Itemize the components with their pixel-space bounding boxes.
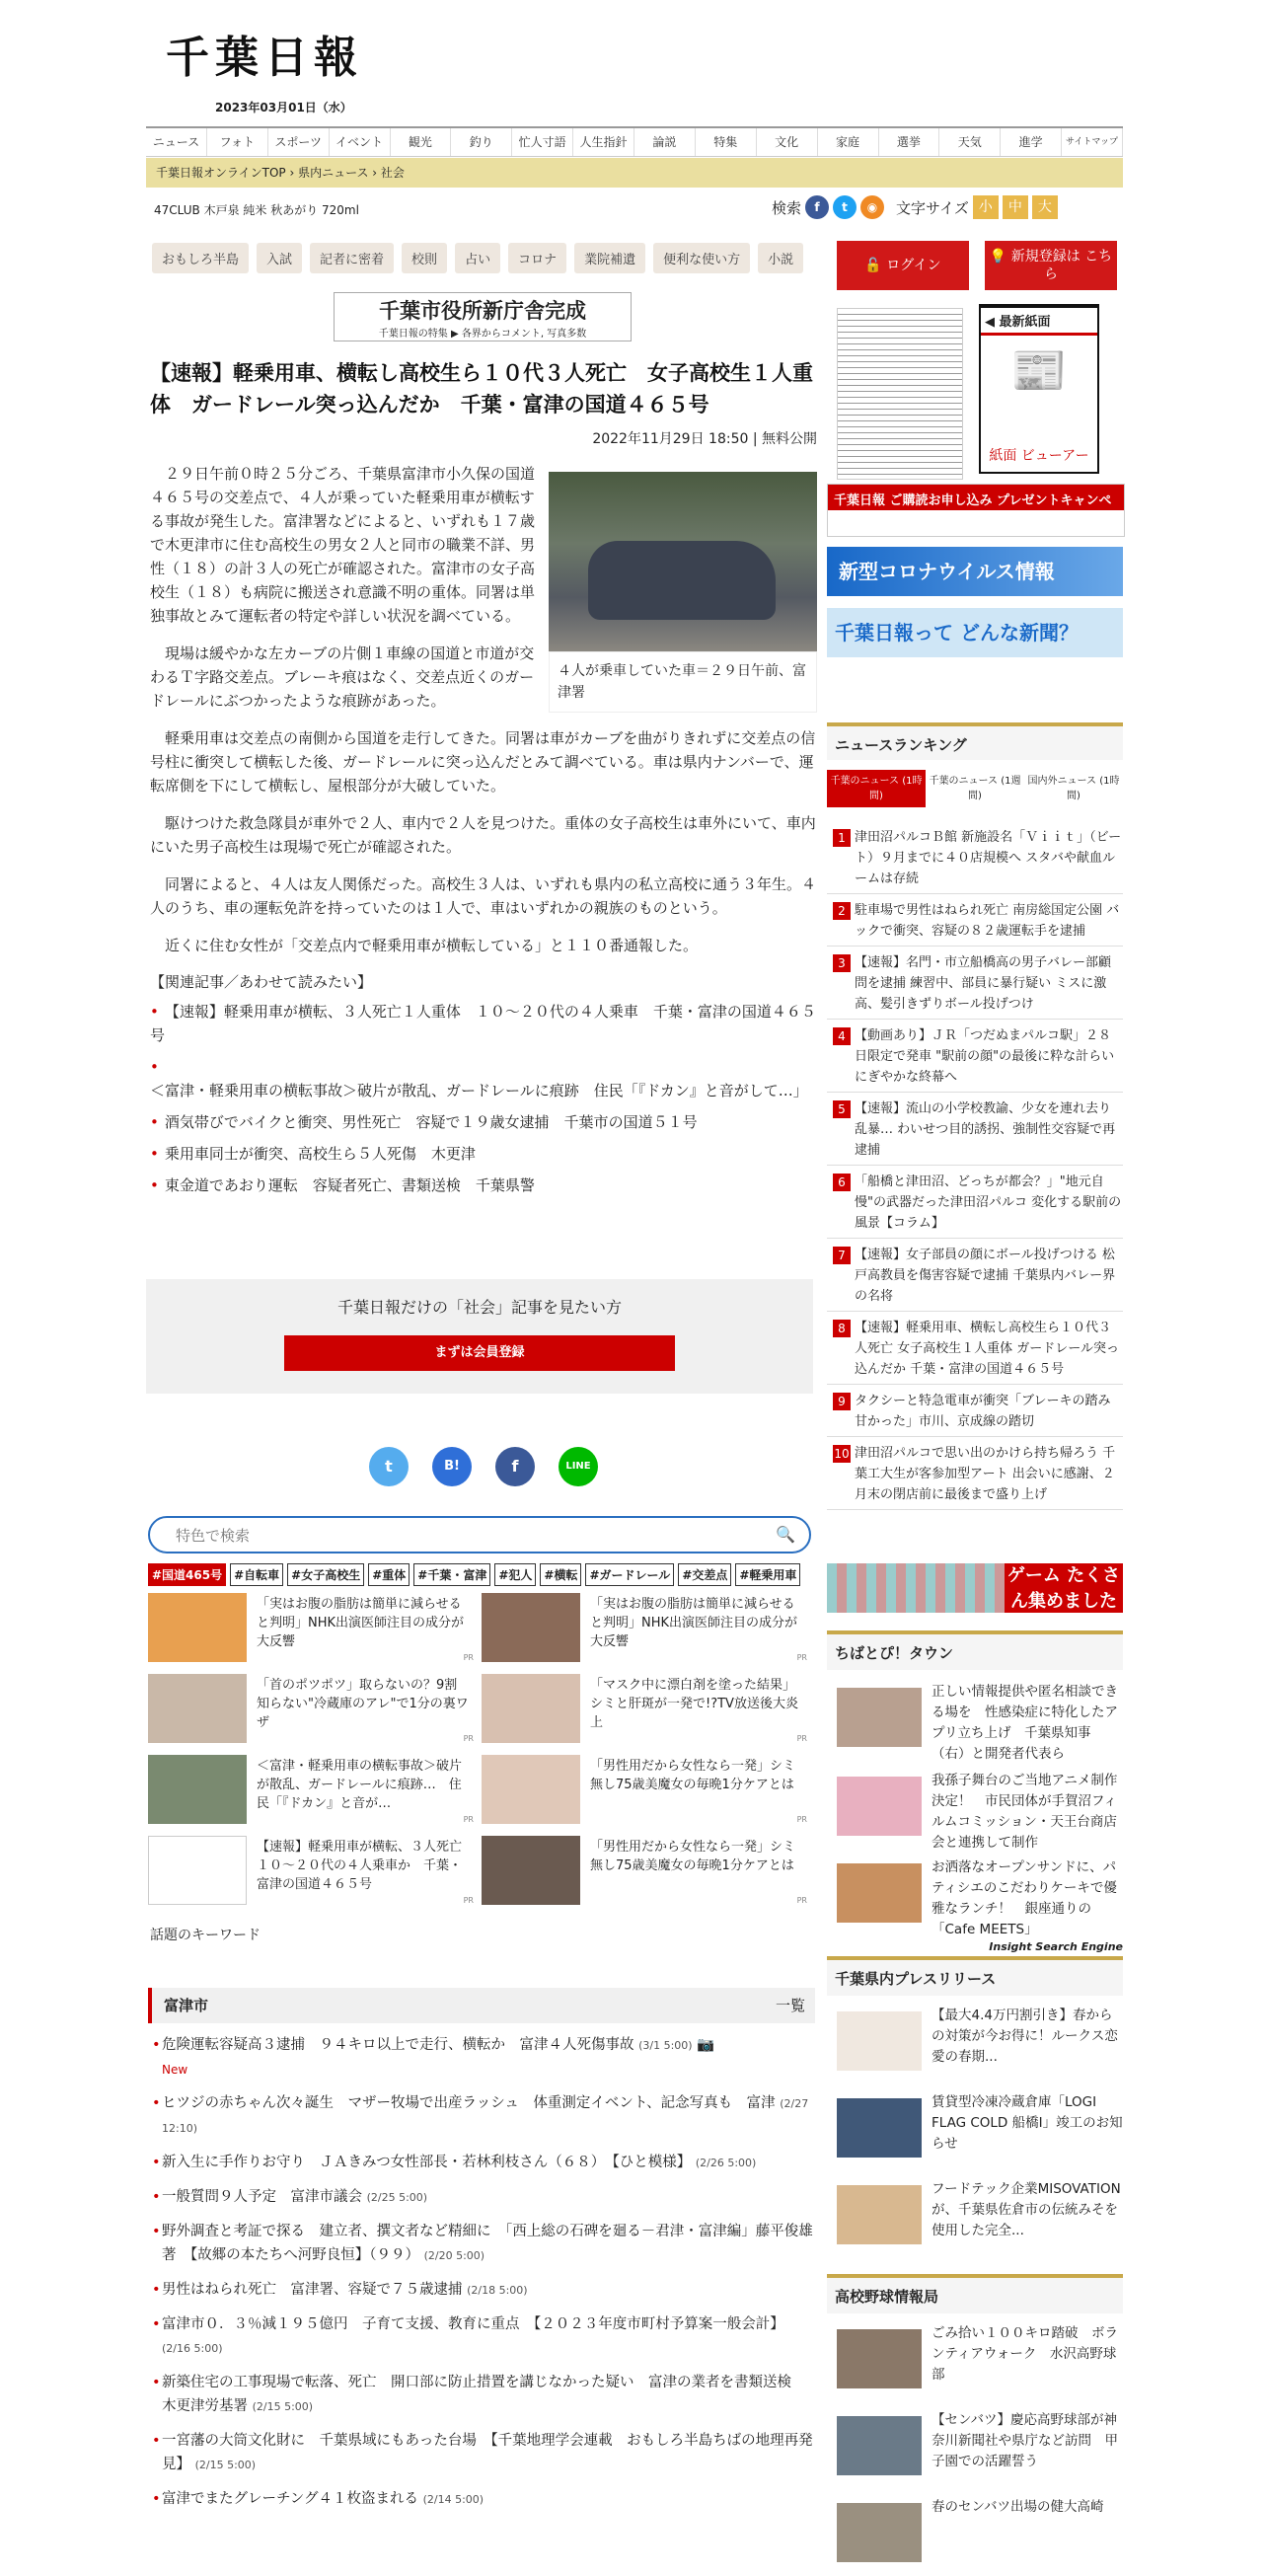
facebook-share-icon[interactable]: f [495,1447,535,1486]
area-item-title: 一宮藩の大筒文化財に 千葉県域にもあった台場 【千葉地理学会連載 おもしろ半島ちばの地理再発見】 [162,2433,813,2472]
ranking-tab[interactable]: 国内外ニュース (1時間) [1027,776,1120,801]
hashtag[interactable]: #横転 [540,1563,581,1586]
baseball-text: ごみ拾い１００キロ踏破 ボランティアウォーク 水沢高野球部 [932,2325,1118,2383]
hashtag[interactable]: #国道465号 [148,1563,226,1586]
ad-thumb [148,1836,247,1905]
rank-title: 津田沼パルコで思い出のかけら持ち帰ろう 千葉工大生が客参加型アート 出会いに感謝、２月末の閉店前に最後まで盛り上げ [855,1446,1116,1502]
area-item[interactable] [152,2278,815,2303]
paragraph: ２９日午前０時２５分ごろ、千葉県富津市小久保の国道４６５号の交差点で、４人が乗っていた軽乗用車が横転する事故が発生した。富津署などによると、いずれも１７歳で木更津市に住む高校生の男女２人と同市の職業不詳、男性（１８）の計３人の死亡が確認された。富津市の女子高校生（１８）も病院に搬送され意識不明の重体。同署は単独事故とみて運転者の特定や詳しい状況を調べている。 [150,465,536,625]
rank-title: 津田沼パルコＢ館 新施設名「Ｖｉｉｔ」（ビート）９月までに４０店規模へ スタバや献血ルームは存続 [855,830,1122,886]
insight-logo: Insight Search Engine [989,1940,1123,1953]
covid-banner[interactable]: 新型コロナウイルス情報 [827,547,1123,596]
area-item[interactable] [152,2220,815,2268]
area-news [148,1988,815,2522]
nav-item[interactable]: フォト [207,128,268,156]
facebook-icon[interactable]: f [805,195,829,219]
ad-text: 「首のポツポツ」取らないの？9割知らない"冷蔵庫のアレ"で1分の裏ワザ [257,1678,469,1730]
register-label: 新規登録は こちら [1010,249,1113,282]
game-label: ゲーム たくさん集めました [1005,1563,1123,1613]
rank-title: 駐車場で男性はねられ死亡 南房総国定公園 バックで衝突、容疑の８２歳運転手を逮捕 [855,903,1120,939]
lock-icon: 🔓 [864,258,887,273]
press-thumb [837,2011,922,2071]
nav-item[interactable]: 人生指針 [573,128,634,156]
timestamp: (2/20 5:00) [423,2249,485,2262]
rank-title: 【速報】名門・市立船橋高の男子バレー部顧問を逮捕 練習中、部員に暴行疑い ミスに激高、髪引きずりボール投げつけ [855,955,1112,1012]
login-button[interactable] [837,241,969,290]
baseball-thumb [837,2416,922,2475]
nav-item[interactable]: スポーツ [268,128,330,156]
timestamp: (2/14 5:00) [422,2493,484,2506]
rank-title: 【速報】軽乗用車、横転し高校生ら１０代３人死亡 女子高校生１人重体 ガードレール突っ込んだか 千葉・富津の国道４６５号 [855,1321,1120,1377]
town-heading: ちばとぴ！タウン [827,1630,1123,1670]
timestamp: (2/15 5:00) [252,2400,314,2413]
latest-paper[interactable] [979,304,1099,474]
ad-card[interactable] [482,1836,809,1905]
pr-label: PR [463,1653,474,1662]
search-input[interactable] [174,1526,730,1546]
rank-number: 2 [833,902,851,920]
site-logo[interactable]: 千葉日報 [166,33,363,83]
search-icon[interactable]: 🔍 [776,1525,795,1544]
keyword-heading: 話題のキーワード [150,1928,261,1943]
press-text: フードテック企業MISOVATIONが、千葉県佐倉市の伝統みそを使用した完全... [932,2181,1121,2238]
area-item-title: 一般質問９人予定 富津市議会 [162,2189,362,2205]
baseball-heading: 高校野球情報局 [827,2274,1123,2313]
login-label: ログイン [886,258,941,273]
ad-text: 「実はお腹の脂肪は簡単に減らせると判明」NHK出演医師注目の成分が大反響 [257,1597,465,1649]
ranking-item[interactable] [827,1166,1123,1239]
ranking-item[interactable] [827,1020,1123,1093]
ranking-item[interactable] [827,821,1123,894]
nav-item[interactable]: 観光 [391,128,452,156]
ad-card[interactable] [148,1593,476,1662]
hashtag[interactable]: #ガードレール [585,1563,674,1586]
car-shape [588,541,776,620]
hatena-share-icon[interactable]: B! [432,1447,472,1486]
topic-tag[interactable]: 小説 [758,243,803,273]
article-date: 2022年11月29日 18:50 | 無料公開 [592,431,817,447]
ranking-item[interactable] [827,1437,1123,1510]
paragraph: 軽乗用車は交差点の南側から国道を走行してきた。同署は車がカーブを曲がりきれずに交差点の信号柱に衝突して横転した後、ガードレールに突っ込んだとみて調べている。車は県内ナンバーで、運転席側を下にして横転し、屋根部分が大破していた。 [150,729,816,795]
camera-icon: 📷 [697,2037,715,2053]
area-item[interactable] [152,2429,815,2477]
baseball-item[interactable] [837,2497,1123,2576]
area-heading [148,1988,815,2023]
rank-number: 5 [833,1100,851,1118]
area-item-title: 危険運転容疑高３逮捕 ９４キロ以上で走行、横転か 富津４人死傷事故 [162,2037,634,2053]
rank-number: 6 [833,1174,851,1191]
rank-number: 4 [833,1027,851,1045]
share-buttons [369,1447,598,1486]
hashtag[interactable]: #軽乗用車 [735,1563,800,1586]
topic-tag[interactable]: 業院補遺 [574,243,645,273]
ad-thumb [482,1755,580,1824]
viewer-label: 紙面 ビューアー [989,448,1089,464]
paragraph: 近くに住む女性が「交差点内で軽乗用車が横転している」と１１０番通報した。 [165,937,699,954]
rank-number: 7 [833,1247,851,1264]
rank-title: 【速報】女子部員の顔にボール投げつける 松戸高教員を傷害容疑で逮捕 千葉県内バレー界の名将 [855,1248,1116,1304]
pr-label: PR [463,1815,474,1824]
hashtag[interactable]: #犯人 [494,1563,536,1586]
rank-title: 「船橋と津田沼、どっちが都会？」"地元自慢"の武器だった津田沼パルコ 変化する駅前の風景【コラム】 [855,1174,1122,1231]
town-item[interactable] [837,1771,1123,1850]
topic-tags [152,243,803,273]
font-size-label: 文字サイズ [896,198,969,217]
press-heading: 千葉県内プレスリリース [827,1956,1123,1996]
area-more-link[interactable]: 一覧 [775,1997,805,2014]
new-badge: New [162,2063,188,2077]
ranking-tab[interactable]: 千葉のニュース (1時間) [827,770,926,807]
rank-number: 8 [833,1320,851,1337]
hashtag-row [148,1563,815,1586]
timestamp: (2/27 12:10) [162,2097,809,2135]
press-item[interactable] [837,2006,1123,2084]
press-thumb [837,2185,922,2244]
twitter-share-icon[interactable]: t [369,1447,409,1486]
pr-label: PR [463,1734,474,1743]
game-banner[interactable] [827,1563,1123,1613]
timestamp: (2/16 5:00) [162,2342,223,2355]
ad-card[interactable] [148,1674,476,1743]
topic-tag[interactable]: 占い [455,243,500,273]
banner-title: 千葉市役所新庁舎完成 [379,299,586,323]
paragraph: 現場は緩やかな左カーブの片側１車線の国道と市道が交わるＴ字路交差点。ブレーキ痕はなく、交差点近くのガードレールにぶつかったような痕跡があった。 [150,644,535,710]
about-banner[interactable]: 千葉日報って どんな新聞？ [827,608,1123,657]
breadcrumb[interactable]: 千葉日報オンラインTOP › 県内ニュース › 社会 [146,158,1123,188]
nav-item[interactable]: 文化 [757,128,818,156]
line-share-icon[interactable]: LINE [559,1447,598,1486]
car-photo [549,472,817,651]
pr-label: PR [796,1815,807,1824]
hashtag[interactable]: #重体 [368,1563,410,1586]
rank-title: 【速報】流山の小学校教諭、少女を連れ去り乱暴… わいせつ目的誘拐、強制性交容疑で再逮捕 [855,1101,1116,1158]
town-thumb [837,1688,922,1747]
ad-text: 「男性用だから女性なら一発」シミ無し75歳美魔女の毎晩1分ケアとは [590,1840,796,1873]
baseball-text: 【センバツ】慶応高野球部が神奈川新聞社や県庁など訪問 甲子園での活躍誓う [932,2412,1118,2469]
nav-item[interactable]: 特集 [696,128,757,156]
nav-item[interactable]: 選挙 [879,128,940,156]
ranking-item[interactable] [827,894,1123,947]
ranking-heading: ニュースランキング [827,722,1123,760]
area-item-title: 新入生に手作りお守り ＪＡきみつ女性部長・若林利枝さん（６８） 【ひと模様】 [162,2155,692,2170]
topic-tag[interactable]: 便利な使い方 [653,243,750,273]
town-thumb [837,1777,922,1836]
pr-label: PR [796,1734,807,1743]
area-item-title: 男性はねられ死亡 富津署、容疑で７５歳逮捕 [162,2282,463,2298]
ad-text: 【速報】軽乗用車が横転、３人死亡 １０～２０代の４人乗車か 千葉・富津の国道４６５号 [257,1840,476,1892]
press-item[interactable] [837,2179,1123,2258]
hashtag[interactable]: #交差点 [678,1563,731,1586]
font-medium-button[interactable]: 中 [1003,195,1028,219]
pr-label: PR [796,1896,807,1905]
area-item[interactable] [152,2312,815,2361]
nav-item[interactable]: イベント [330,128,391,156]
press-thumb [837,2098,922,2158]
nav-item[interactable]: 論説 [634,128,696,156]
pr-label: PR [796,1653,807,1662]
ad-card[interactable] [482,1755,809,1824]
related-link[interactable]: • 酒気帯びでバイクと衝突、男性死亡 容疑で１９歳女逮捕 千葉市の国道５１号 [150,1110,817,1134]
hashtag[interactable]: #千葉・富津 [413,1563,490,1586]
reader-icon: 📰 [1010,343,1068,397]
topic-tag[interactable]: コロナ [508,243,566,273]
baseball-item[interactable] [837,2410,1123,2489]
town-thumb [837,1863,922,1923]
ad-text: ＜富津・軽乗用車の横転事故＞破片が散乱、ガードレールに痕跡… 住民「『ドカン』と音が… [257,1759,463,1811]
baseball-thumb [837,2329,922,2388]
timestamp: (2/26 5:00) [695,2157,757,2169]
register-link[interactable] [985,241,1117,290]
related-link[interactable]: • 【速報】軽乗用車が横転、３人死亡１人重体 １０～２０代の４人乗車 千葉・富津の国道４６５号 [150,1000,817,1047]
nav-item[interactable]: 釣り [451,128,512,156]
area-item-title: 野外調査と考証で探る 建立者、撰文者など精細に 「西上総の石碑を廻る－君津・富津編」藤平俊雄著 【故郷の本たちへ河野良恒】（９９） [162,2224,813,2263]
area-item-title: ヒツジの赤ちゃん次々誕生 マザー牧場で出産ラッシュ 体重測定イベント、記念写真も 富津 [162,2095,776,2111]
subscribe-banner[interactable] [827,484,1125,537]
feature-banner[interactable] [334,292,632,341]
ad-thumb [148,1755,247,1824]
ad-text: 「男性用だから女性なら一発」シミ無し75歳美魔女の毎晩1分ケアとは [590,1759,796,1792]
ranking-item[interactable] [827,947,1123,1020]
related-list [150,1000,817,1197]
article-photo[interactable] [549,472,817,713]
global-nav [146,126,1123,157]
area-item[interactable] [152,2185,815,2210]
area-item-title: 富津でまたグレーチング４１枚盗まれる [162,2491,418,2507]
press-text: 賃貸型冷凍冷蔵倉庫「LOGI FLAG COLD 船橋I」竣工のお知らせ [932,2094,1123,2152]
ranking-tabs [827,770,1123,807]
latest-paper-heading: ◀ 最新紙面 [981,308,1097,336]
rank-title: 【動画あり】ＪＲ「つだぬまパルコ駅」２８日限定で発車 "駅前の顔"の最後に粋な計らい にぎやかな終幕へ [855,1028,1115,1085]
area-list [148,2033,815,2512]
ad-thumb [482,1674,580,1743]
area-item[interactable] [152,2033,815,2082]
area-item-title: 富津市０．３％減１９５億円 子育て支援、教育に重点 【２０２３年度市町村予算案一般会計】 [162,2316,784,2332]
ranking-item[interactable] [827,1093,1123,1166]
ad-thumb [148,1593,247,1662]
ad-thumb [482,1836,580,1905]
ranking-list [827,821,1123,1510]
paragraph: 駆けつけた救急隊員が車外で２人、車内で２人を見つけた。重体の女子高校生は車外にいて、車内にいた男子高校生は現場で死亡が確認された。 [150,814,816,856]
town-text: お洒落なオープンサンドに、パティシエのこだわりケーキで優雅なランチ！ 銀座通りの「Cafe MEETS」 [932,1859,1117,1937]
nav-item[interactable]: 天気 [939,128,1001,156]
rank-number: 1 [833,829,851,847]
nav-item[interactable]: ニュース [146,128,207,156]
rank-title: タクシーと特急電車が衝突「ブレーキの踏み甘かった」市川、京成線の踏切 [855,1394,1111,1429]
area-title: 富津市 [164,1997,209,2014]
ad-card[interactable] [482,1593,809,1662]
subscribe-text: 千葉日報 ご購読お申し込み プレゼントキャンペーン実施中！ [828,485,1124,510]
town-item[interactable] [837,1857,1123,1936]
hashtag[interactable]: #自転車 [230,1563,283,1586]
article [150,357,817,1205]
bulb-icon: 💡 [989,249,1011,265]
nav-item-sitemap[interactable]: サイトマップ [1062,128,1123,156]
utility-bar [772,195,1058,219]
hashtag[interactable]: #女子高校生 [287,1563,364,1586]
newspaper-thumbnail[interactable] [837,308,963,480]
baseball-text: 春のセンバツ出場の健大高崎 [932,2499,1104,2515]
register-button[interactable]: まずは会員登録 [284,1335,675,1371]
ranking-item[interactable] [827,1385,1123,1437]
ad-text: 「マスク中に漂白剤を塗った結果」シミと肝斑が一発で!?TV放送後大炎上 [590,1678,798,1730]
topic-tag[interactable]: 入試 [257,243,302,273]
related-link[interactable]: • 乗用車同士が衝突、高校生ら５人死傷 木更津 [150,1142,817,1166]
photo-caption: ４人が乗車していた車＝２９日午前、富津署 [549,651,817,713]
timestamp: (3/1 5:00) [638,2039,693,2052]
town-item[interactable] [837,1682,1123,1761]
area-item[interactable] [152,2091,815,2141]
timestamp: (2/18 5:00) [467,2284,528,2297]
banner-sub: 千葉日報の特集 ▶ 各界からコメント, 写真多数 [378,329,587,340]
ad-text: 「実はお腹の脂肪は簡単に減らせると判明」NHK出演医師注目の成分が大反響 [590,1597,798,1649]
ticker-ad[interactable]: 47CLUB 木戸泉 純米 秋あがり 720ml [154,203,359,217]
area-item[interactable] [152,2151,815,2175]
area-item[interactable] [152,2371,815,2419]
related-link[interactable]: • 東金道であおり運転 容疑者死亡、書類送検 千葉県警 [150,1174,817,1197]
nav-item[interactable]: 忙人寸語 [512,128,573,156]
baseball-thumb [837,2503,922,2562]
ranking-item[interactable] [827,1312,1123,1385]
member-box [146,1279,813,1394]
current-date: 2023年03月01日（水） [215,101,352,114]
town-text: 正しい情報提供や匿名相談できる場を 性感染症に特化したアプリ立ち上げ 千葉県知事（右）と開発者代表ら [932,1684,1118,1762]
area-item[interactable] [152,2487,815,2512]
paragraph: 同署によると、４人は友人関係だった。高校生３人は、いずれも県内の私立高校に通う３年生。４人のうち、車の運転免許を持っていたのは１人で、車はいずれかの親族のものという。 [150,875,817,917]
rss-icon[interactable]: ◉ [860,195,884,219]
twitter-icon[interactable]: t [833,195,857,219]
article-title: 【速報】軽乗用車、横転し高校生ら１０代３人死亡 女子高校生１人重体 ガードレール突っ込んだか 千葉・富津の国道４６５号 [150,361,813,417]
area-item-title: 新築住宅の工事現場で転落、死亡 開口部に防止措置を講じなかった疑い 富津の業者を書類送検 木更津労基署 [162,2375,806,2414]
ranking-tab[interactable]: 千葉のニュース (1週間) [929,776,1021,801]
related-heading: 【関連記事／あわせて読みたい】 [150,973,373,991]
search-box [148,1516,811,1553]
ad-card[interactable] [482,1674,809,1743]
press-item[interactable] [837,2092,1123,2171]
baseball-item[interactable] [837,2323,1123,2402]
rank-number: 10 [834,1447,850,1461]
town-text: 我孫子舞台のご当地アニメ制作決定！ 市民団体が手賀沼フィルムコミッション・天王台商店会と連携して制作 [932,1773,1118,1851]
search-link[interactable]: 検索 [772,198,802,217]
related-link[interactable]: • ＜富津・軽乗用車の横転事故＞破片が散乱、ガードレールに痕跡 住民「『ドカン』と音がして…」 [150,1055,817,1102]
font-large-button[interactable]: 大 [1032,195,1058,219]
rank-number: 3 [833,954,851,972]
topic-tag[interactable]: 記者に密着 [310,243,394,273]
rank-number: 9 [833,1393,851,1410]
press-text: 【最大4.4万円割引き】春からの対策が今お得に！ルークス恋愛の春期... [932,2008,1118,2065]
ad-thumb [148,1674,247,1743]
nav-item[interactable]: 進学 [1001,128,1062,156]
topic-tag[interactable]: 校則 [402,243,447,273]
topic-tag[interactable]: おもしろ半島 [152,243,249,273]
font-small-button[interactable]: 小 [973,195,999,219]
ad-card[interactable] [148,1755,476,1824]
ranking-item[interactable] [827,1239,1123,1312]
member-text: 千葉日報だけの「社会」記事を見たい方 [336,1298,622,1317]
timestamp: (2/15 5:00) [194,2459,257,2471]
nav-item[interactable]: 家庭 [818,128,879,156]
ad-thumb [482,1593,580,1662]
pr-label: PR [463,1896,474,1905]
ad-card[interactable] [148,1836,476,1905]
timestamp: (2/25 5:00) [366,2191,428,2204]
